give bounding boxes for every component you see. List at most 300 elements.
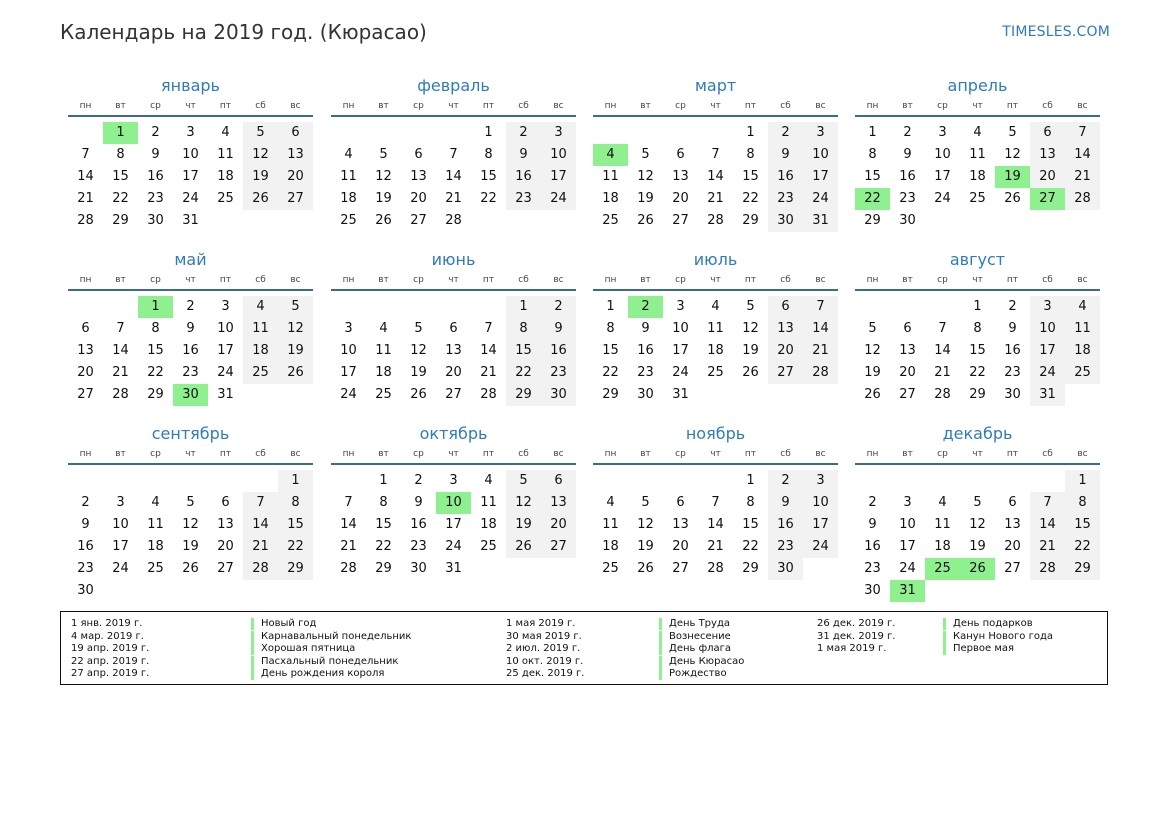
day-cell: 13	[672, 169, 689, 184]
day-cell: 8	[379, 495, 388, 510]
day-cell: 19	[278, 340, 313, 362]
day-cell: 10	[899, 517, 916, 532]
month-rule	[855, 289, 1100, 291]
day-cell: 25	[217, 191, 234, 206]
day-cell: 13	[410, 169, 427, 184]
day-cell: 23	[541, 362, 576, 384]
day-cell: 19	[864, 365, 881, 380]
month-rule	[593, 289, 838, 291]
day-cell: 28	[934, 387, 951, 402]
weekday-label: вс	[553, 449, 564, 459]
day-cell: 17	[217, 343, 234, 358]
day-cell: 11	[147, 517, 164, 532]
day-cell: 14	[707, 517, 724, 532]
holiday-day-cell: 19	[995, 166, 1030, 188]
day-cell: 23	[864, 561, 881, 576]
day-cell: 18	[934, 539, 951, 554]
weekday-label: ср	[937, 449, 948, 459]
day-cell: 13	[768, 318, 803, 340]
month-title: июль	[693, 250, 738, 269]
month-title: апрель	[947, 76, 1008, 95]
day-cell: 23	[1004, 365, 1021, 380]
weekday-label: вт	[378, 449, 389, 459]
day-cell: 17	[803, 166, 838, 188]
day-cell: 19	[637, 539, 654, 554]
day-cell: 8	[506, 318, 541, 340]
day-cell: 11	[969, 147, 986, 162]
day-cell: 13	[278, 144, 313, 166]
weekday-label: вт	[902, 275, 913, 285]
day-cell: 18	[969, 169, 986, 184]
day-cell: 17	[803, 514, 838, 536]
day-cell: 5	[1008, 125, 1017, 140]
day-cell: 5	[868, 321, 877, 336]
weekday-label: сб	[1042, 275, 1053, 285]
day-cell: 25	[340, 213, 357, 228]
legend-date: 1 мая 2019 г.	[506, 618, 576, 629]
month-title: май	[174, 250, 207, 269]
day-cell: 19	[506, 514, 541, 536]
day-cell: 26	[1004, 191, 1021, 206]
day-cell: 10	[934, 147, 951, 162]
day-cell: 23	[637, 365, 654, 380]
day-cell: 7	[711, 495, 720, 510]
day-cell: 14	[1030, 514, 1065, 536]
weekday-label: вт	[115, 449, 126, 459]
day-cell: 24	[803, 188, 838, 210]
day-cell: 28	[803, 362, 838, 384]
legend-date: 4 мар. 2019 г.	[71, 630, 144, 642]
day-cell: 26	[637, 561, 654, 576]
weekday-label: ср	[675, 101, 686, 111]
day-cell: 18	[707, 343, 724, 358]
day-cell: 26	[637, 213, 654, 228]
day-cell: 11	[480, 495, 497, 510]
weekday-label: вт	[115, 275, 126, 285]
day-cell: 26	[375, 213, 392, 228]
day-cell: 25	[243, 362, 278, 384]
day-cell: 5	[973, 495, 982, 510]
day-cell: 26	[243, 188, 278, 210]
day-cell: 28	[243, 558, 278, 580]
weekday-label: пн	[866, 449, 879, 459]
day-cell: 17	[672, 343, 689, 358]
day-cell: 8	[746, 147, 755, 162]
weekday-label: пн	[866, 275, 879, 285]
weekday-label: пн	[866, 101, 879, 111]
day-cell: 3	[803, 122, 838, 144]
day-cell: 8	[278, 492, 313, 514]
day-cell: 5	[379, 147, 388, 162]
weekday-label: пт	[1006, 449, 1019, 459]
day-cell: 28	[707, 561, 724, 576]
day-cell: 1	[746, 473, 755, 488]
day-cell: 9	[506, 144, 541, 166]
day-cell: 17	[1030, 340, 1065, 362]
day-cell: 23	[77, 561, 94, 576]
weekday-label: чт	[710, 449, 721, 459]
day-cell: 2	[1008, 299, 1017, 314]
day-cell: 1	[973, 299, 982, 314]
day-cell: 16	[1004, 343, 1021, 358]
day-cell: 13	[445, 343, 462, 358]
day-cell: 12	[278, 318, 313, 340]
day-cell: 4	[606, 495, 615, 510]
legend-holiday-name: День Кюрасао	[659, 656, 744, 668]
month-title: март	[694, 76, 737, 95]
weekday-label: чт	[448, 449, 459, 459]
day-cell: 22	[742, 539, 759, 554]
day-cell: 20	[217, 539, 234, 554]
day-cell: 20	[768, 340, 803, 362]
holiday-day-cell: 1	[103, 122, 138, 144]
day-cell: 29	[147, 387, 164, 402]
day-cell: 17	[112, 539, 129, 554]
day-cell: 19	[742, 343, 759, 358]
day-cell: 8	[868, 147, 877, 162]
legend-date: 27 апр. 2019 г.	[71, 668, 150, 680]
holiday-day-cell: 10	[436, 492, 471, 514]
day-cell: 13	[1004, 517, 1021, 532]
day-cell: 21	[707, 539, 724, 554]
day-cell: 14	[340, 517, 357, 532]
day-cell: 17	[445, 517, 462, 532]
day-cell: 15	[278, 514, 313, 536]
day-cell: 24	[541, 188, 576, 210]
day-cell: 7	[243, 492, 278, 514]
legend-date: 31 дек. 2019 г.	[817, 630, 896, 642]
day-cell: 9	[768, 144, 803, 166]
day-cell: 28	[445, 213, 462, 228]
weekday-label: чт	[710, 275, 721, 285]
day-cell: 8	[746, 495, 755, 510]
weekday-label: пт	[1006, 275, 1019, 285]
day-cell: 11	[217, 147, 234, 162]
day-cell: 17	[899, 539, 916, 554]
day-cell: 24	[445, 539, 462, 554]
day-cell: 7	[1065, 122, 1100, 144]
day-cell: 17	[340, 365, 357, 380]
day-cell: 7	[344, 495, 353, 510]
day-cell: 22	[969, 365, 986, 380]
day-cell: 20	[1030, 166, 1065, 188]
day-cell: 29	[602, 387, 619, 402]
day-cell: 12	[864, 343, 881, 358]
day-cell: 21	[1065, 166, 1100, 188]
day-cell: 4	[379, 321, 388, 336]
day-cell: 25	[1065, 362, 1100, 384]
day-cell: 15	[1065, 514, 1100, 536]
day-cell: 6	[449, 321, 458, 336]
day-cell: 1	[379, 473, 388, 488]
day-cell: 11	[243, 318, 278, 340]
day-cell: 29	[864, 213, 881, 228]
weekday-label: чт	[710, 101, 721, 111]
month-rule	[68, 115, 313, 117]
weekday-label: вт	[115, 101, 126, 111]
day-cell: 30	[541, 384, 576, 406]
day-cell: 6	[1008, 495, 1017, 510]
day-cell: 24	[340, 387, 357, 402]
day-cell: 11	[375, 343, 392, 358]
day-cell: 11	[602, 517, 619, 532]
day-cell: 7	[484, 321, 493, 336]
day-cell: 29	[969, 387, 986, 402]
weekday-label: вт	[902, 101, 913, 111]
day-cell: 12	[742, 321, 759, 336]
day-cell: 30	[1004, 387, 1021, 402]
legend-holiday-name: День Труда	[659, 618, 730, 630]
day-cell: 24	[899, 561, 916, 576]
day-cell: 2	[541, 296, 576, 318]
day-cell: 25	[375, 387, 392, 402]
day-cell: 14	[243, 514, 278, 536]
day-cell: 16	[864, 539, 881, 554]
weekday-label: пн	[604, 275, 617, 285]
weekday-label: чт	[185, 449, 196, 459]
day-cell: 11	[934, 517, 951, 532]
weekday-label: чт	[972, 275, 983, 285]
site-link[interactable]: TIMESLES.COM	[1002, 24, 1110, 40]
day-cell: 7	[116, 321, 125, 336]
day-cell: 6	[81, 321, 90, 336]
weekday-label: сб	[780, 101, 791, 111]
legend-holiday-name: Новый год	[251, 618, 316, 630]
weekday-label: чт	[185, 101, 196, 111]
day-cell: 5	[641, 147, 650, 162]
day-cell: 25	[480, 539, 497, 554]
weekday-label: пн	[604, 449, 617, 459]
day-cell: 3	[1030, 296, 1065, 318]
weekday-label: пт	[744, 275, 757, 285]
day-cell: 1	[278, 470, 313, 492]
weekday-label: ср	[937, 101, 948, 111]
weekday-label: чт	[185, 275, 196, 285]
day-cell: 11	[707, 321, 724, 336]
weekday-label: сб	[255, 275, 266, 285]
day-cell: 3	[116, 495, 125, 510]
day-cell: 7	[938, 321, 947, 336]
weekday-label: ср	[413, 449, 424, 459]
day-cell: 21	[1030, 536, 1065, 558]
day-cell: 6	[278, 122, 313, 144]
day-cell: 3	[803, 470, 838, 492]
day-cell: 16	[147, 169, 164, 184]
day-cell: 11	[340, 169, 357, 184]
day-cell: 24	[803, 536, 838, 558]
day-cell: 19	[243, 166, 278, 188]
day-cell: 21	[480, 365, 497, 380]
day-cell: 20	[541, 514, 576, 536]
weekday-label: вс	[553, 101, 564, 111]
day-cell: 16	[899, 169, 916, 184]
weekday-label: пн	[342, 449, 355, 459]
day-cell: 24	[934, 191, 951, 206]
day-cell: 13	[217, 517, 234, 532]
day-cell: 18	[340, 191, 357, 206]
day-cell: 7	[81, 147, 90, 162]
day-cell: 9	[1008, 321, 1017, 336]
day-cell: 9	[81, 517, 90, 532]
weekday-label: вс	[290, 449, 301, 459]
weekday-label: пн	[604, 101, 617, 111]
weekday-label: пт	[1006, 101, 1019, 111]
day-cell: 1	[868, 125, 877, 140]
day-cell: 16	[768, 166, 803, 188]
day-cell: 12	[506, 492, 541, 514]
day-cell: 3	[221, 299, 230, 314]
day-cell: 31	[1030, 384, 1065, 406]
day-cell: 10	[803, 144, 838, 166]
day-cell: 15	[969, 343, 986, 358]
weekday-label: вс	[553, 275, 564, 285]
day-cell: 22	[742, 191, 759, 206]
day-cell: 8	[973, 321, 982, 336]
day-cell: 15	[602, 343, 619, 358]
day-cell: 13	[672, 517, 689, 532]
day-cell: 18	[217, 169, 234, 184]
day-cell: 19	[375, 191, 392, 206]
month-rule	[331, 115, 576, 117]
day-cell: 4	[711, 299, 720, 314]
day-cell: 8	[484, 147, 493, 162]
day-cell: 18	[243, 340, 278, 362]
legend-holiday-name: Вознесение	[659, 631, 731, 643]
day-cell: 12	[637, 517, 654, 532]
day-cell: 1	[506, 296, 541, 318]
day-cell: 26	[742, 365, 759, 380]
weekday-label: пт	[482, 449, 495, 459]
holiday-day-cell: 2	[628, 296, 663, 318]
day-cell: 23	[899, 191, 916, 206]
day-cell: 18	[602, 191, 619, 206]
day-cell: 3	[541, 122, 576, 144]
day-cell: 20	[445, 365, 462, 380]
day-cell: 31	[182, 213, 199, 228]
day-cell: 27	[672, 561, 689, 576]
day-cell: 1	[1065, 470, 1100, 492]
day-cell: 7	[449, 147, 458, 162]
month-title: декабрь	[942, 424, 1013, 443]
weekday-label: сб	[1042, 101, 1053, 111]
page-title: Календарь на 2019 год. (Кюрасао)	[60, 20, 427, 44]
day-cell: 5	[186, 495, 195, 510]
day-cell: 13	[541, 492, 576, 514]
day-cell: 15	[375, 517, 392, 532]
day-cell: 23	[182, 365, 199, 380]
weekday-label: ср	[150, 101, 161, 111]
weekday-label: вс	[815, 275, 826, 285]
day-cell: 29	[742, 213, 759, 228]
day-cell: 13	[1030, 144, 1065, 166]
month-rule	[593, 463, 838, 465]
day-cell: 30	[147, 213, 164, 228]
day-cell: 30	[768, 558, 803, 580]
day-cell: 12	[243, 144, 278, 166]
weekday-label: ср	[413, 101, 424, 111]
day-cell: 9	[868, 517, 877, 532]
day-cell: 16	[182, 343, 199, 358]
day-cell: 12	[182, 517, 199, 532]
day-cell: 31	[803, 210, 838, 232]
day-cell: 10	[112, 517, 129, 532]
day-cell: 15	[864, 169, 881, 184]
day-cell: 14	[707, 169, 724, 184]
day-cell: 27	[445, 387, 462, 402]
day-cell: 10	[1030, 318, 1065, 340]
day-cell: 24	[112, 561, 129, 576]
day-cell: 9	[151, 147, 160, 162]
day-cell: 9	[903, 147, 912, 162]
day-cell: 8	[116, 147, 125, 162]
legend-date: 26 дек. 2019 г.	[817, 618, 896, 629]
day-cell: 15	[742, 517, 759, 532]
month-rule	[68, 289, 313, 291]
day-cell: 2	[506, 122, 541, 144]
day-cell: 16	[77, 539, 94, 554]
day-cell: 12	[410, 343, 427, 358]
weekday-label: вс	[815, 101, 826, 111]
day-cell: 11	[602, 169, 619, 184]
weekday-label: чт	[972, 449, 983, 459]
day-cell: 22	[602, 365, 619, 380]
weekday-label: вт	[378, 275, 389, 285]
weekday-label: сб	[255, 101, 266, 111]
day-cell: 29	[1065, 558, 1100, 580]
weekday-label: сб	[518, 449, 529, 459]
day-cell: 9	[186, 321, 195, 336]
holiday-day-cell: 25	[925, 558, 960, 580]
month-title: август	[949, 250, 1006, 269]
day-cell: 28	[707, 213, 724, 228]
day-cell: 16	[506, 166, 541, 188]
day-cell: 21	[803, 340, 838, 362]
weekday-label: ср	[937, 275, 948, 285]
day-cell: 1	[606, 299, 615, 314]
day-cell: 30	[899, 213, 916, 228]
weekday-label: пн	[79, 101, 92, 111]
day-cell: 3	[938, 125, 947, 140]
holiday-day-cell: 30	[173, 384, 208, 406]
day-cell: 19	[969, 539, 986, 554]
day-cell: 20	[899, 365, 916, 380]
day-cell: 19	[182, 539, 199, 554]
day-cell: 14	[77, 169, 94, 184]
weekday-label: чт	[972, 101, 983, 111]
day-cell: 8	[151, 321, 160, 336]
legend-date: 1 мая 2019 г.	[817, 643, 887, 655]
month-title: июнь	[431, 250, 476, 269]
day-cell: 9	[641, 321, 650, 336]
day-cell: 4	[938, 495, 947, 510]
weekday-label: чт	[448, 275, 459, 285]
day-cell: 3	[344, 321, 353, 336]
holiday-day-cell: 31	[890, 580, 925, 602]
month-title: ноябрь	[685, 424, 746, 443]
holiday-day-cell: 27	[1030, 188, 1065, 210]
day-cell: 1	[484, 125, 493, 140]
day-cell: 16	[768, 514, 803, 536]
legend-holiday-name: Хорошая пятница	[251, 643, 355, 655]
day-cell: 12	[375, 169, 392, 184]
legend-holiday-name: День рождения короля	[251, 668, 384, 680]
day-cell: 20	[278, 166, 313, 188]
day-cell: 12	[637, 169, 654, 184]
weekday-label: пт	[482, 101, 495, 111]
day-cell: 2	[186, 299, 195, 314]
weekday-label: вт	[378, 101, 389, 111]
day-cell: 14	[1065, 144, 1100, 166]
